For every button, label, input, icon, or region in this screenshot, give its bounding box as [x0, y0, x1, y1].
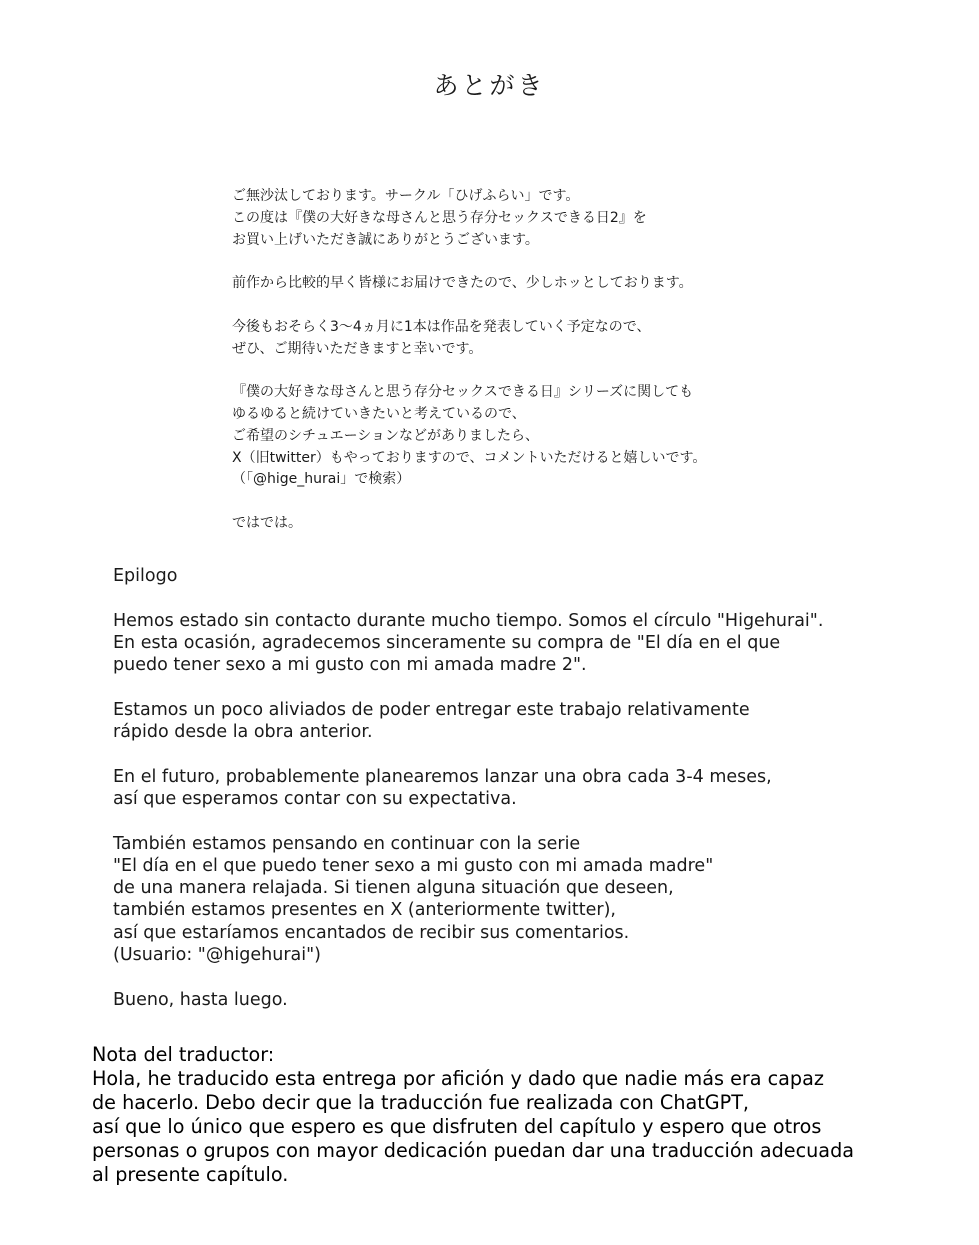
text-line: お買い上げいただき誠にありがとうございます。 — [232, 231, 539, 248]
text-line: X（旧twitter）もやっておりますので、コメントいただけると嬉しいです。 — [232, 449, 707, 466]
text-line: 今後もおそらく3〜4ヵ月に1本は作品を発表していく予定なので、 — [232, 318, 651, 335]
text-line: Hola, he traducido esta entrega por afición y dado que nadie más era capaz — [92, 1067, 824, 1090]
spanish-paragraph — [113, 989, 913, 1011]
text-line: この度は『僕の大好きな母さんと思う存分セックスできる日2』を — [232, 209, 647, 226]
text-line: (Usuario: "@higehurai") — [113, 945, 322, 966]
spanish-paragraph — [113, 766, 913, 811]
text-line: ぜひ、ご期待いただきますと幸いです。 — [232, 340, 483, 357]
text-line: Bueno, hasta luego. — [113, 989, 288, 1010]
japanese-title: あとがき — [433, 71, 546, 100]
japanese-paragraph — [232, 317, 792, 361]
spanish-paragraph — [113, 610, 913, 677]
japanese-paragraph — [232, 273, 792, 295]
text-line: Hemos estado sin contacto durante mucho tiempo. Somos el círculo "Higehurai". — [113, 610, 824, 631]
text-line: de hacerlo. Debo decir que la traducción fue realizada con ChatGPT, — [92, 1091, 750, 1114]
text-line: También estamos pensando en continuar con la serie — [113, 833, 581, 854]
text-line: ではでは。 — [232, 514, 302, 531]
text-line: ご希望のシチュエーションなどがありましたら、 — [232, 427, 540, 444]
translator-note-heading: Nota del traductor: — [92, 1043, 275, 1066]
spanish-paragraph — [113, 699, 913, 744]
spanish-title: Epilogo — [113, 566, 178, 586]
japanese-paragraph — [232, 382, 792, 491]
text-line: también estamos presentes en X (anteriormente twitter), — [113, 900, 616, 921]
text-line: así que lo único que espero es que disfruten del capítulo y espero que otros — [92, 1115, 822, 1138]
translator-note — [92, 1043, 952, 1187]
spanish-translation — [113, 565, 913, 1033]
text-line: ご無沙汰しております。サークル「ひげふらい」です。 — [232, 188, 580, 204]
text-line: así que estaríamos encantados de recibir sus comentarios. — [113, 922, 630, 943]
text-line: 前作から比較的早く皆様にお届けできたので、少しホッとしております。 — [232, 275, 693, 292]
text-line: En el futuro, probablemente planearemos lanzar una obra cada 3-4 meses, — [113, 766, 772, 787]
japanese-afterword — [232, 186, 792, 557]
text-line: así que esperamos contar con su expectativa. — [113, 788, 517, 809]
japanese-paragraph — [232, 186, 792, 251]
text-line: rápido desde la obra anterior. — [113, 722, 373, 743]
japanese-paragraph — [232, 513, 792, 535]
text-line: ゆるゆると続けていきたいと考えているので、 — [232, 405, 526, 422]
text-line: al presente capítulo. — [92, 1163, 289, 1186]
text-line: "El día en el que puedo tener sexo a mi gusto con mi amada madre" — [113, 855, 714, 876]
text-line: En esta ocasión, agradecemos sinceramente su compra de "El día en el que — [113, 632, 781, 653]
text-line: de una manera relajada. Si tienen alguna situación que deseen, — [113, 878, 674, 899]
spanish-paragraph — [113, 833, 913, 967]
text-line: Estamos un poco aliviados de poder entregar este trabajo relativamente — [113, 699, 750, 720]
text-line: personas o grupos con mayor dedicación puedan dar una traducción adecuada — [92, 1139, 855, 1162]
text-line: 『僕の大好きな母さんと思う存分セックスできる日』シリーズに関しても — [232, 384, 694, 401]
text-line: （「@hige_hurai」で検索） — [232, 471, 411, 488]
text-line: puedo tener sexo a mi gusto con mi amada madre 2". — [113, 655, 587, 676]
